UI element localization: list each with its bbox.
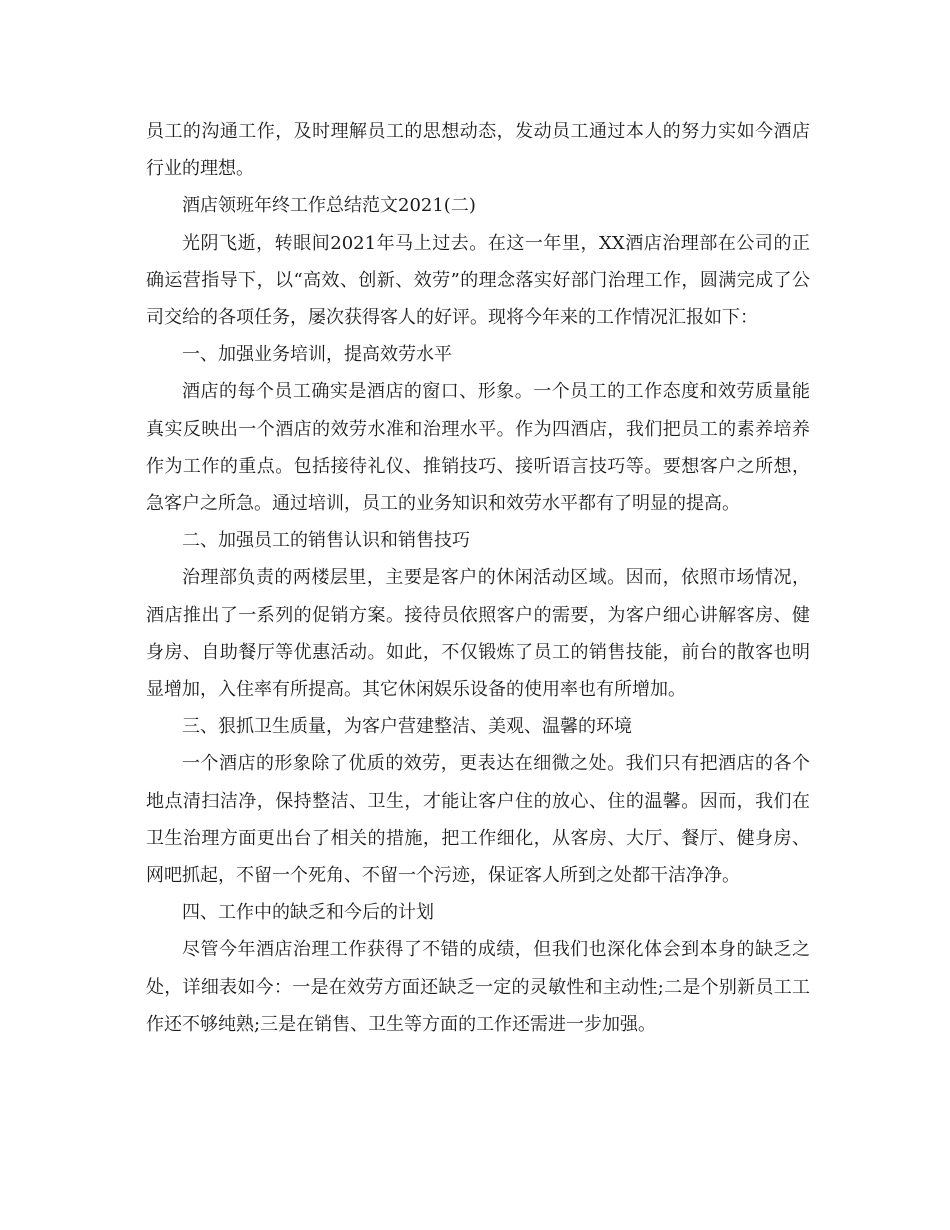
heading-section-4: 四、工作中的缺乏和今后的计划: [182, 902, 434, 924]
document-body: [146, 113, 810, 1043]
paragraph-section-4: 尽管今年酒店治理工作获得了不错的成绩，但我们也深化体会到本身的缺乏之处，详细表如今：一是在效劳方面还缺乏一定的灵敏性和主动性;二是个别新员工工作还不够纯熟;三是在销售、卫生等方面的工作还需进一步加强。: [146, 939, 810, 1035]
heading-section-2: 二、加强员工的销售认识和销售技巧: [182, 530, 470, 552]
paragraph-section-1: 酒店的每个员工确实是酒店的窗口、形象。一个员工的工作态度和效劳质量能真实反映出一个酒店的效劳水准和治理水平。作为四酒店，我们把员工的素养培养作为工作的重点。包括接待礼仪、推销技巧、接听语言技巧等。要想客户之所想，急客户之所急。通过培训，员工的业务知识和效劳水平都有了明显的提高。: [146, 381, 810, 515]
heading-section-3: 三、狠抓卫生质量，为客户营建整洁、美观、温馨的环境: [182, 716, 632, 738]
paragraph-continuation: 员工的沟通工作，及时理解员工的思想动态，发动员工通过本人的努力实如今酒店行业的理想。: [146, 121, 810, 180]
paragraph-intro: 光阴飞逝，转眼间2021年马上过去。在这一年里，XX酒店治理部在公司的正确运营指导下，以“高效、创新、效劳”的理念落实好部门治理工作，圆满完成了公司交给的各项任务，屡次获得客人的好评。现将今年来的工作情况汇报如下：: [146, 232, 810, 329]
paragraph-section-2: 治理部负责的两楼层里，主要是客户的休闲活动区域。因而，依照市场情况，酒店推出了一系列的促销方案。接待员依照客户的需要，为客户细心讲解客房、健身房、自助餐厅等优惠活动。如此，不仅锻炼了员工的销售技能，前台的散客也明显增加，入住率有所提高。其它休闲娱乐设备的使用率也有所增加。: [146, 567, 810, 701]
paragraph-section-3: 一个酒店的形象除了优质的效劳，更表达在细微之处。我们只有把酒店的各个地点清扫洁净，保持整洁、卫生，才能让客户住的放心、住的温馨。因而，我们在卫生治理方面更出台了相关的措施，把工作细化，从客房、大厅、餐厅、健身房、网吧抓起，不留一个死角、不留一个污迹，保证客人所到之处都干洁净净。: [146, 753, 810, 887]
section-title: 酒店领班年终工作总结范文2021(二): [182, 195, 476, 217]
heading-section-1: 一、加强业务培训，提高效劳水平: [182, 344, 452, 366]
